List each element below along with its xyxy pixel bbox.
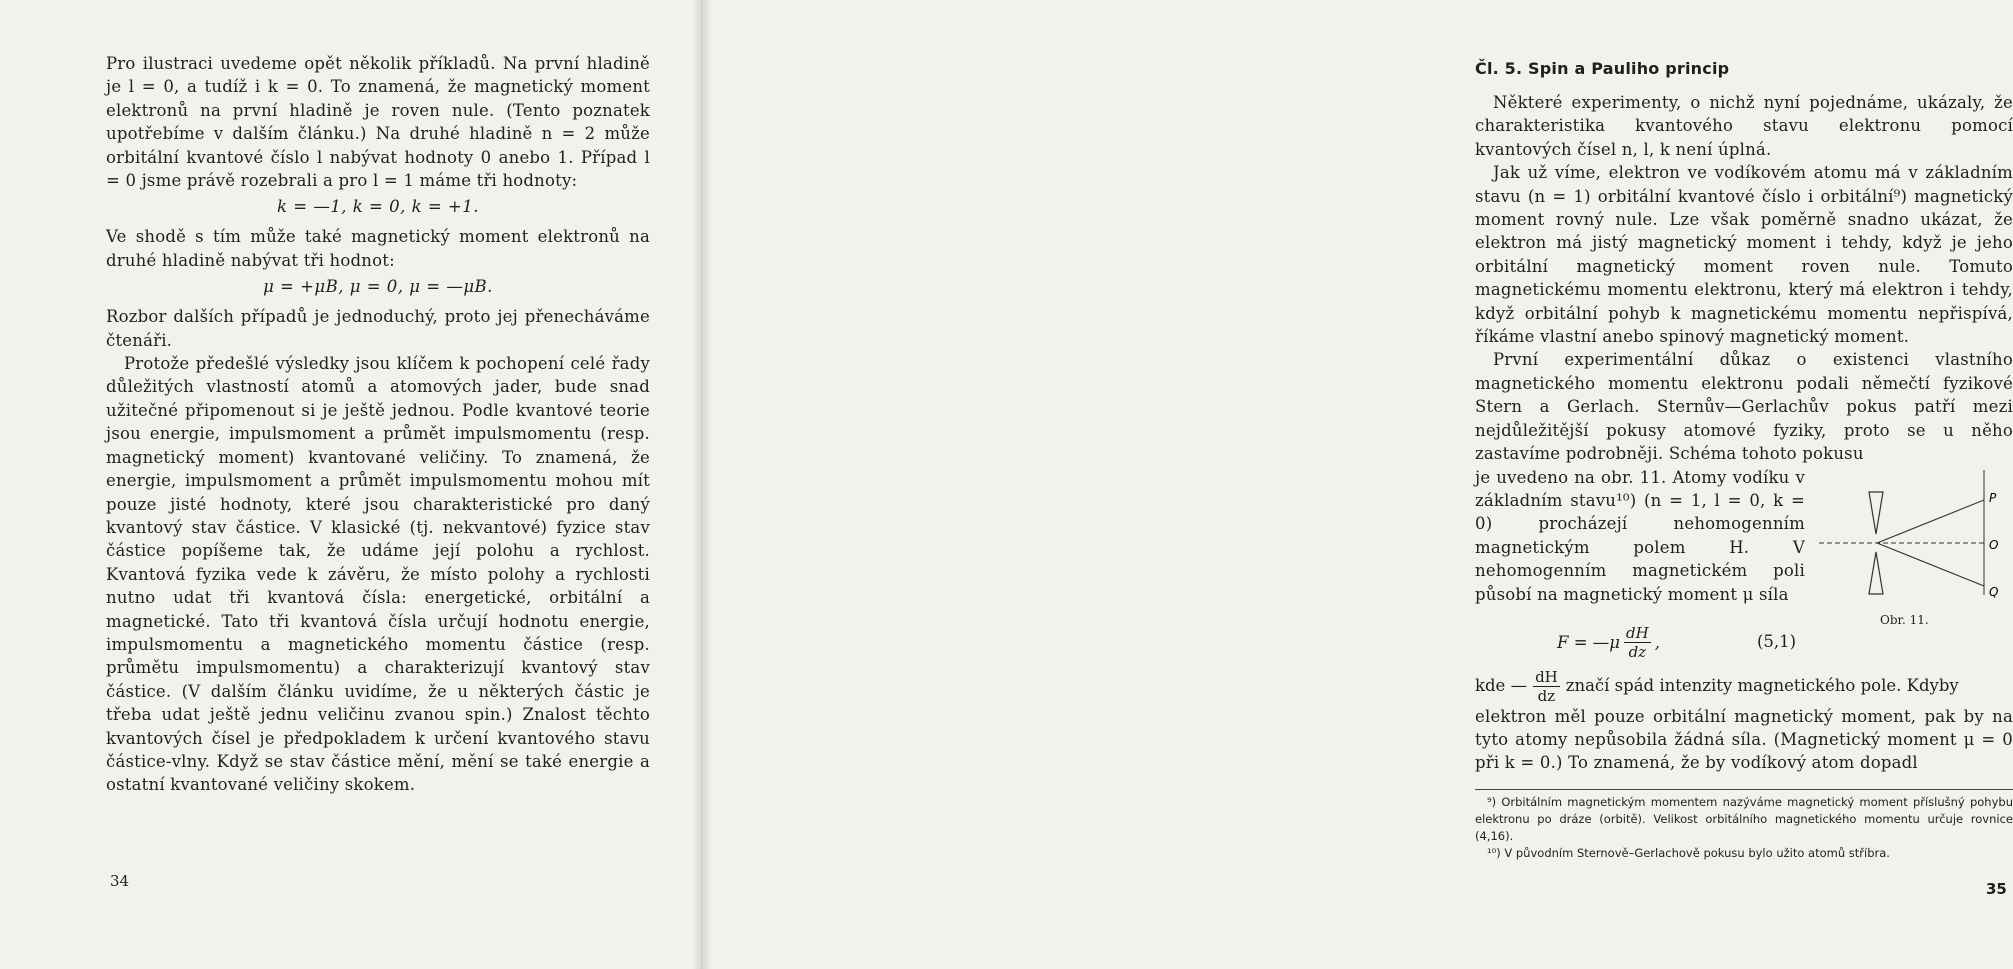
page-number-right: 35 bbox=[1986, 880, 2007, 898]
right-paragraph-1: Některé experimenty, o nichž nyní pojednáme, ukázaly, že charakteristika kvantového stavu elektronu pomocí kvantových čísel n, l, k není úplná. bbox=[1475, 93, 2013, 159]
equation-main bbox=[1557, 624, 1660, 661]
stern-gerlach-diagram bbox=[1819, 470, 1999, 610]
equation-5-1 bbox=[1475, 618, 2013, 668]
equation-tail: , bbox=[1654, 632, 1660, 652]
beam-down bbox=[1877, 543, 1984, 586]
formula-mu-values: μ = +μB, μ = 0, μ = —μB. bbox=[263, 277, 493, 297]
footnote-10: ¹⁰) V původním Sternově–Gerlachově pokusu bylo užito atomů stříbra. bbox=[1487, 845, 1890, 860]
kde-fraction-num: dH bbox=[1535, 667, 1558, 686]
formula-k-values: k = —1, k = 0, k = +1. bbox=[277, 197, 479, 217]
beam-up bbox=[1877, 500, 1984, 543]
figure-caption: Obr. 11. bbox=[1880, 612, 1929, 627]
equation-fraction bbox=[1624, 624, 1651, 661]
section-heading: Čl. 5. Spin a Pauliho princip bbox=[1475, 59, 1730, 78]
right-paragraph-after: elektron měl pouze orbitální magnetický moment, pak by na tyto atomy nepůsobila žádná síla. (Magnetický moment μ = 0 při k = 0.) To znamená, že by vodíkový atom dopadl bbox=[1475, 706, 2013, 773]
kde-line bbox=[1475, 668, 2013, 705]
kde-suffix: značí spád intenzity magnetického pole. Kdyby bbox=[1565, 676, 1959, 695]
left-paragraph-2: Ve shodě s tím může také magnetický moment elektronů na druhé hladině nabývat tři hodnot: bbox=[106, 227, 650, 270]
kde-prefix: kde — bbox=[1475, 676, 1528, 695]
figure-block bbox=[1475, 466, 2013, 627]
right-paragraph-3: První experimentální důkaz o existenci vlastního magnetického momentu elektronu podali němečtí fyzikové Stern a Gerlach. Sternův—Gerlachův pokus patří mezi nejdůležitější pokusy atomové fyziky, proto se u něho zastavíme podrobněji. Schéma tohoto pokusu bbox=[1475, 350, 2013, 464]
label-q: Q bbox=[1989, 584, 1999, 599]
label-o: O bbox=[1989, 537, 1999, 552]
right-page bbox=[700, 0, 2013, 969]
magnet-south-pole bbox=[1869, 552, 1883, 594]
right-paragraph-2: Jak už víme, elektron ve vodíkovém atomu má v základním stavu (n = 1) orbitální kvantové číslo i orbitální⁹) magnetický moment rovný nule. Lze však poměrně snadno ukázat, že elektron má jistý magnetický moment i tehdy, když je jeho orbitální magnetický moment roven nule. Tomuto magnetickému momentu elektronu, který má elektron i tehdy, když orbitální pohyb k magnetickému momentu nepřispívá, říkáme vlastní anebo spinový magnetický moment. bbox=[1475, 163, 2013, 347]
figure-paragraph: je uvedeno na obr. 11. Atomy vodíku v základním stavu¹⁰) (n = 1, l = 0, k = 0) procházejí nehomogenním magnetickým polem H. V nehomogenním magnetickém poli působí na magnetický moment μ síla bbox=[1475, 467, 1805, 604]
left-paragraph-3: Rozbor dalších případů je jednoduchý, proto jej přenecháváme čtenáři. bbox=[106, 307, 650, 350]
label-p: P bbox=[1989, 490, 1997, 505]
right-text-column bbox=[1475, 57, 2013, 862]
equation-fraction-num: dH bbox=[1626, 623, 1649, 642]
equation-lhs: F = —μ bbox=[1557, 632, 1620, 652]
left-text-column bbox=[106, 52, 650, 797]
magnet-north-pole bbox=[1869, 492, 1883, 534]
equation-fraction-den: dz bbox=[1628, 642, 1647, 661]
kde-fraction bbox=[1533, 668, 1560, 705]
equation-number: (5,1) bbox=[1757, 631, 1797, 651]
page-number-left: 34 bbox=[110, 872, 130, 890]
footnote-9: ⁹) Orbitálním magnetickým momentem nazýváme magnetický moment příslušný pohybu elektronu po dráze (orbitě). Velikost orbitálního magnetického momentu určuje rovnice (4,16). bbox=[1475, 794, 2013, 843]
left-page bbox=[0, 0, 700, 969]
left-paragraph-1: Pro ilustraci uvedeme opět několik příkladů. Na první hladině je l = 0, a tudíž i k = 0. To znamená, že magnetický moment elektronů na první hladině je roven nule. (Tento poznatek upotřebíme v dalším článku.) Na druhé hladině n = 2 může orbitální kvantové číslo l nabývat hodnoty 0 anebo 1. Případ l = 0 jsme právě rozebrali a pro l = 1 máme tři hodnoty: bbox=[106, 54, 650, 191]
footnotes bbox=[1475, 789, 2013, 862]
kde-fraction-den: dz bbox=[1537, 686, 1556, 705]
left-paragraph-4: Protože předešlé výsledky jsou klíčem k pochopení celé řady důležitých vlastností atomů a atomových jader, bude snad užitečné připomenout si je ještě jednou. Podle kvantové teorie jsou energie, impulsmoment a průmět impulsmomentu (resp. magnetický moment) kvantované veličiny. To znamená, že energie, impulsmoment a průmět impulsmomentu mohou mít pouze jisté hodnoty, které jsou charakteristické pro daný kvantový stav částice. V klasické (tj. nekvantové) fyzice stav částice popíšeme tak, že udáme její polohu a rychlost. Kvantová fyzika vede k závěru, že místo polohy a rychlosti nutno udat tři kvantová čísla: energetické, orbitální a magnetické. Tato tři kvantová čísla určují hodnotu energie, impulsmomentu a magnetického momentu částice (resp. průmětu impulsmomentu) a charakterizují kvantový stav částice. (V dalším článku uvidíme, že u některých částic je třeba udat ještě jednu veličinu zvanou spin.) Znalost těchto kvantových čísel je předpokladem k určení kvantového stavu částice-vlny. Když se stav částice mění, mění se také energie a ostatní kvantované veličiny skokem. bbox=[106, 354, 650, 795]
